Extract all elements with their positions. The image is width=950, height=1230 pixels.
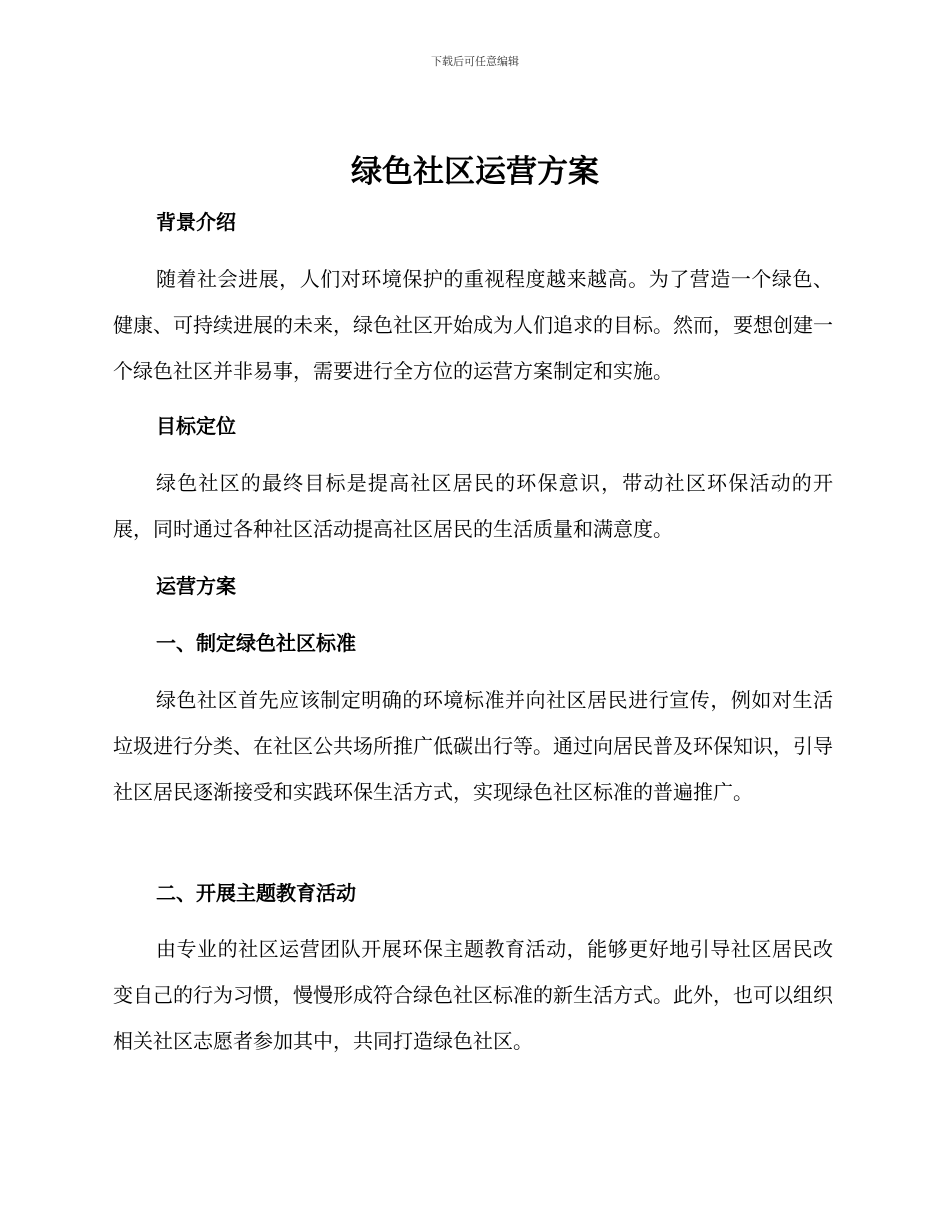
paragraph-education: 由专业的社区运营团队开展环保主题教育活动，能够更好地引导社区居民改变自己的行为习惯，慢慢形成符合绿色社区标准的新生活方式。此外，也可以组织相关社区志愿者参加其中，共同打造绿色社区。 (113, 937, 833, 1053)
paragraph-goal: 绿色社区的最终目标是提高社区居民的环保意识，带动社区环保活动的开展，同时通过各种社区活动提高社区居民的生活质量和满意度。 (113, 471, 833, 541)
subsection-heading-education: 二、开展主题教育活动 (156, 881, 356, 905)
page-header: 下载后可任意编辑 (431, 55, 519, 68)
paragraph-background: 随着社会进展，人们对环境保护的重视程度越来越高。为了营造一个绿色、健康、可持续进展的未来，绿色社区开始成为人们追求的目标。然而，要想创建一个绿色社区并非易事，需要进行全方位的运营方案制定和实施。 (113, 267, 833, 383)
section-heading-background: 背景介绍 (156, 210, 236, 234)
section-heading-goal: 目标定位 (156, 414, 236, 438)
subsection-heading-standards: 一、制定绿色社区标准 (156, 631, 356, 655)
paragraph-standards: 绿色社区首先应该制定明确的环境标准并向社区居民进行宣传，例如对生活垃圾进行分类、在社区公共场所推广低碳出行等。通过向居民普及环保知识，引导社区居民逐渐接受和实践环保生活方式，实现绿色社区标准的普遍推广。 (113, 688, 833, 804)
section-heading-plan: 运营方案 (156, 574, 236, 598)
document-title: 绿色社区运营方案 (351, 154, 599, 190)
